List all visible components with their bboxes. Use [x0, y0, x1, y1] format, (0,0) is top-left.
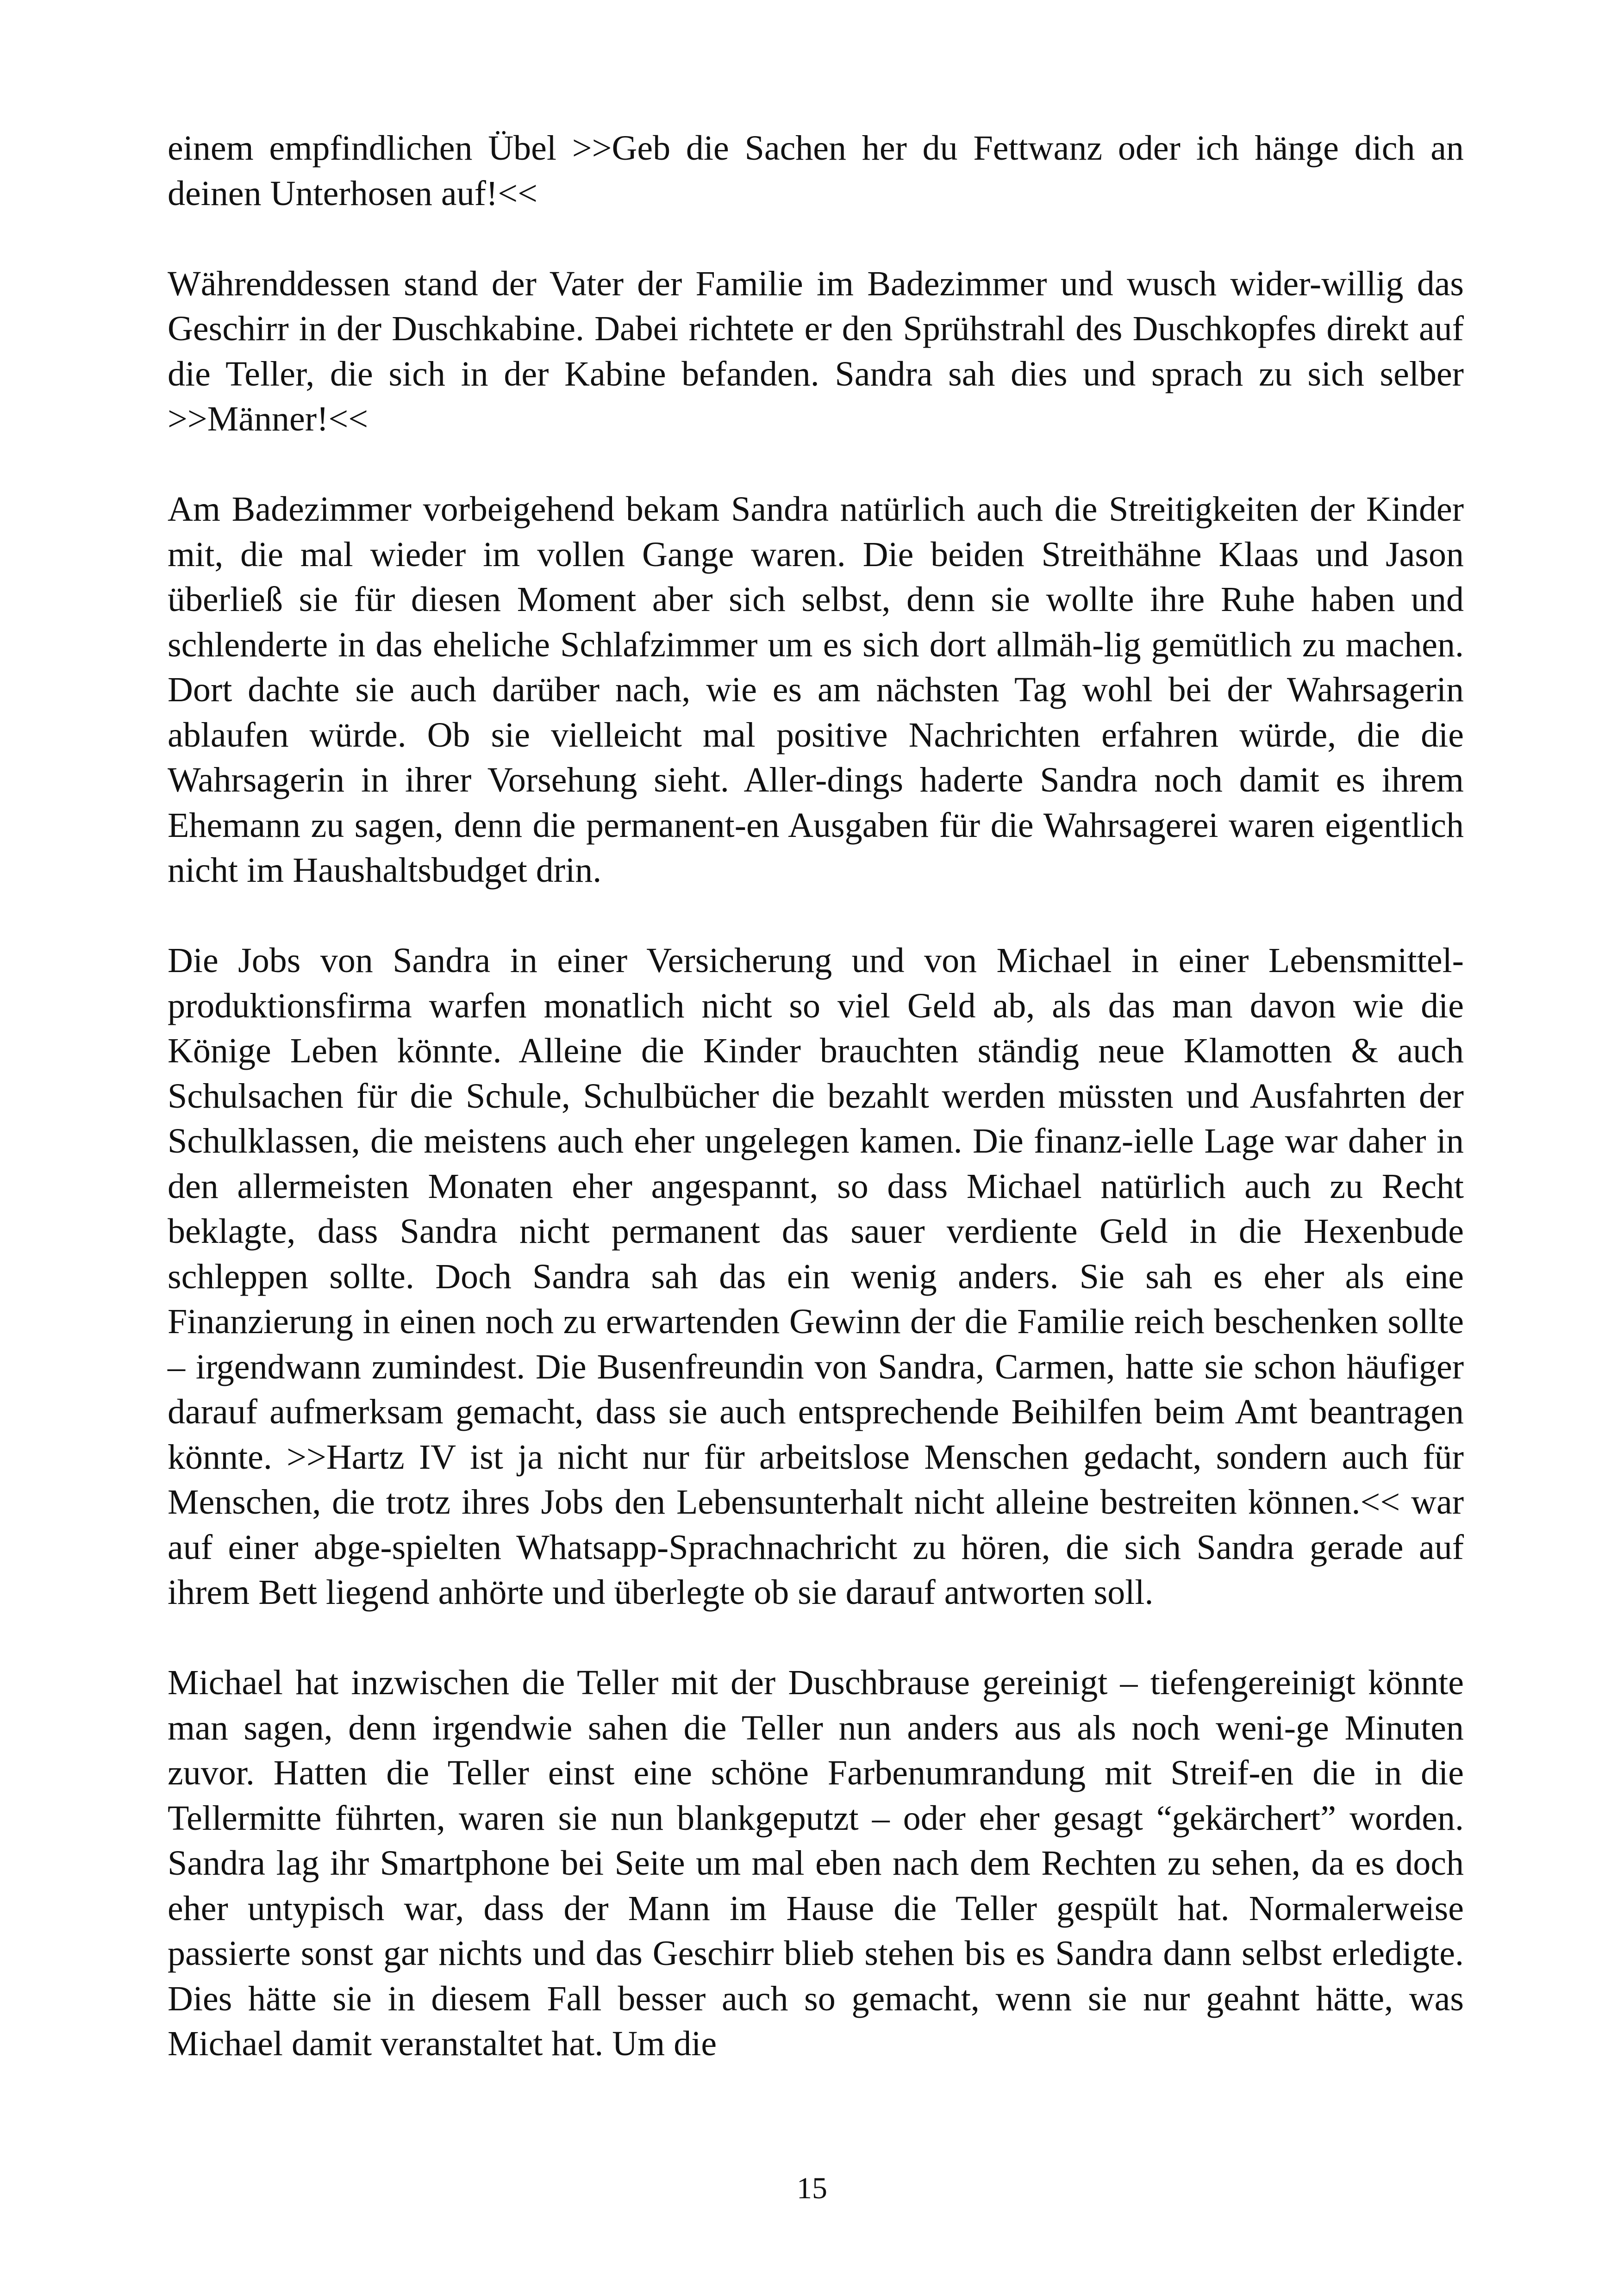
paragraph-1: einem empfindlichen Übel >>Geb die Sachen her du Fettwanz oder ich hänge dich an deinen Unterhosen auf!<<	[168, 129, 1464, 213]
body-text	[168, 126, 1464, 2112]
page-number: 15	[797, 2171, 827, 2205]
paragraph-4: Die Jobs von Sandra in einer Versicherung und von Michael in einer Lebensmittel-produktionsfirma warfen monatlich nicht so viel Geld ab, als das man davon wie die Könige Leben könnte. Alleine die Kinder brauchten ständig neue Klamotten & auch Schulsachen für die Schule, Schulbücher die bezahlt werden müssten und Ausfahrten der Schulklassen, die meistens auch eher ungelegen kamen. Die finanz-ielle Lage war daher in den allermeisten Monaten eher angespannt, so dass Michael natürlich auch zu Recht beklagte, dass Sandra nicht permanent das sauer verdiente Geld in die Hexenbude schleppen sollte. Doch Sandra sah das ein wenig anders. Sie sah es eher als eine Finanzierung in einen noch zu erwartenden Gewinn der die Familie reich beschenken sollte – irgendwann zumindest. Die Busenfreundin von Sandra, Carmen, hatte sie schon häufiger darauf aufmerksam gemacht, dass sie auch entsprechende Beihilfen beim Amt beantragen könnte. >>Hartz IV ist ja nicht nur für arbeitslose Menschen gedacht, sondern auch für Menschen, die trotz ihres Jobs den Lebensunterhalt nicht alleine bestreiten können.<< war auf einer abge-spielten Whatsapp-Sprachnachricht zu hören, die sich Sandra gerade auf ihrem Bett liegend anhörte und überlegte ob sie darauf antworten soll.	[168, 941, 1464, 1612]
paragraph-3: Am Badezimmer vorbeigehend bekam Sandra natürlich auch die Streitigkeiten der Kinder mit, die mal wieder im vollen Gange waren. Die beiden Streithähne Klaas und Jason überließ sie für diesen Moment aber sich selbst, denn sie wollte ihre Ruhe haben und schlenderte in das eheliche Schlafzimmer um es sich dort allmäh-lig gemütlich zu machen. Dort dachte sie auch darüber nach, wie es am nächsten Tag wohl bei der Wahrsagerin ablaufen würde. Ob sie vielleicht mal positive Nachrichten erfahren würde, die die Wahrsagerin in ihrer Vorsehung sieht. Aller-dings haderte Sandra noch damit es ihrem Ehemann zu sagen, denn die permanent-en Ausgaben für die Wahrsagerei waren eigentlich nicht im Haushaltsbudget drin.	[168, 490, 1464, 890]
paragraph-5: Michael hat inzwischen die Teller mit der Duschbrause gereinigt – tiefengereinigt könnte man sagen, denn irgendwie sahen die Teller nun anders aus als noch weni-ge Minuten zuvor. Hatten die Teller einst eine schöne Farbenumrandung mit Streif-en die in die Tellermitte führten, waren sie nun blankgeputzt – oder eher gesagt “gekärchert” worden. Sandra lag ihr Smartphone bei Seite um mal eben nach dem Rechten zu sehen, da es doch eher untypisch war, dass der Mann im Hause die Teller gespült hat. Normalerweise passierte sonst gar nichts und das Geschirr blieb stehen bis es Sandra dann selbst erledigte. Dies hätte sie in diesem Fall besser auch so gemacht, wenn sie nur geahnt hätte, was Michael damit veranstaltet hat. Um die	[168, 1663, 1464, 2063]
paragraph-2: Währenddessen stand der Vater der Familie im Badezimmer und wusch wider-willig das Geschirr in der Duschkabine. Dabei richtete er den Sprühstrahl des Duschkopfes direkt auf die Teller, die sich in der Kabine befanden. Sandra sah dies und sprach zu sich selber >>Männer!<<	[168, 264, 1464, 438]
